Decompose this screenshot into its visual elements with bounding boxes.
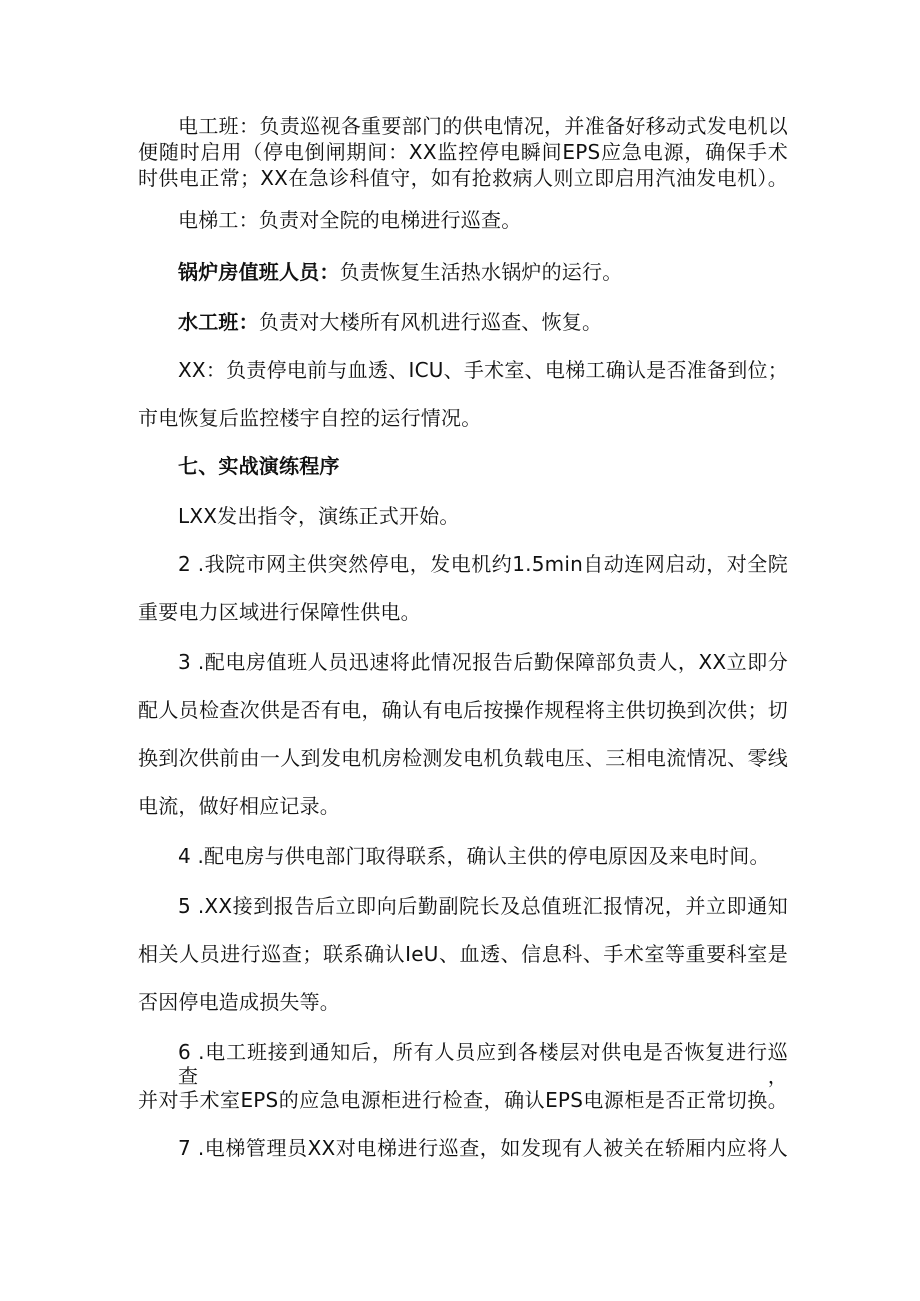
- step-3-line-2: 配人员检查次供是否有电，确认有电后按操作规程将主供切换到次供；切: [138, 698, 788, 722]
- step-5-line-3: 否因停电造成损失等。: [138, 990, 340, 1014]
- section-title: 七、实战演练程序: [178, 454, 340, 478]
- step-1: LXX发出指令，演练正式开始。: [178, 504, 460, 528]
- step-6-line-1: 6 .电工班接到通知后，所有人员应到各楼层对供电是否恢复进行巡查，: [178, 1040, 788, 1088]
- step-3-line-4: 电流，做好相应记录。: [138, 794, 340, 818]
- paragraph-elevator: 电梯工：负责对全院的电梯进行巡查。: [178, 208, 522, 232]
- paragraph-electrician-line-2: 便随时启用（停电倒闸期间：XX监控停电瞬间EPS应急电源，确保手术: [138, 140, 788, 164]
- step-5-line-2: 相关人员进行巡查；联系确认IeU、血透、信息科、手术室等重要科室是: [138, 942, 788, 966]
- step-2-line-1: 2 .我院市网主供突然停电，发电机约1.5min自动连网启动，对全院: [178, 552, 788, 576]
- water-text: 负责对大楼所有风机进行巡查、恢复。: [258, 310, 603, 334]
- step-3-line-3: 换到次供前由一人到发电机房检测发电机负载电压、三相电流情况、零线: [138, 746, 788, 770]
- step-6-line-2: 并对手术室EPS的应急电源柜进行检查，确认EPS电源柜是否正常切换。: [138, 1088, 788, 1112]
- paragraph-electrician-line-1: 电工班：负责巡视各重要部门的供电情况，并准备好移动式发电机以: [178, 114, 788, 138]
- step-5-line-1: 5 .XX接到报告后立即向后勤副院长及总值班汇报情况，并立即通知: [178, 894, 788, 918]
- step-7-line-1: 7 .电梯管理员XX对电梯进行巡查，如发现有人被关在轿厢内应将人: [178, 1136, 788, 1160]
- paragraph-xx-line-2: 市电恢复后监控楼宇自控的运行情况。: [138, 406, 482, 430]
- water-label: 水工班：: [178, 310, 259, 334]
- step-2-line-2: 重要电力区域进行保障性供电。: [138, 600, 421, 624]
- paragraph-electrician-line-3: 时供电正常；XX在急诊科值守，如有抢救病人则立即启用汽油发电机）。: [138, 166, 788, 190]
- paragraph-water: [178, 310, 602, 334]
- boiler-text: 负责恢复生活热水锅炉的运行。: [339, 260, 623, 284]
- step-4: 4 .配电房与供电部门取得联系，确认主供的停电原因及来电时间。: [178, 844, 770, 868]
- step-3-line-1: 3 .配电房值班人员迅速将此情况报告后勤保障部负责人，XX立即分: [178, 650, 788, 674]
- paragraph-xx-line-1: XX：负责停电前与血透、ICU、手术室、电梯工确认是否准备到位；: [178, 358, 788, 382]
- boiler-label: 锅炉房值班人员：: [178, 260, 340, 284]
- paragraph-boiler: [178, 260, 622, 284]
